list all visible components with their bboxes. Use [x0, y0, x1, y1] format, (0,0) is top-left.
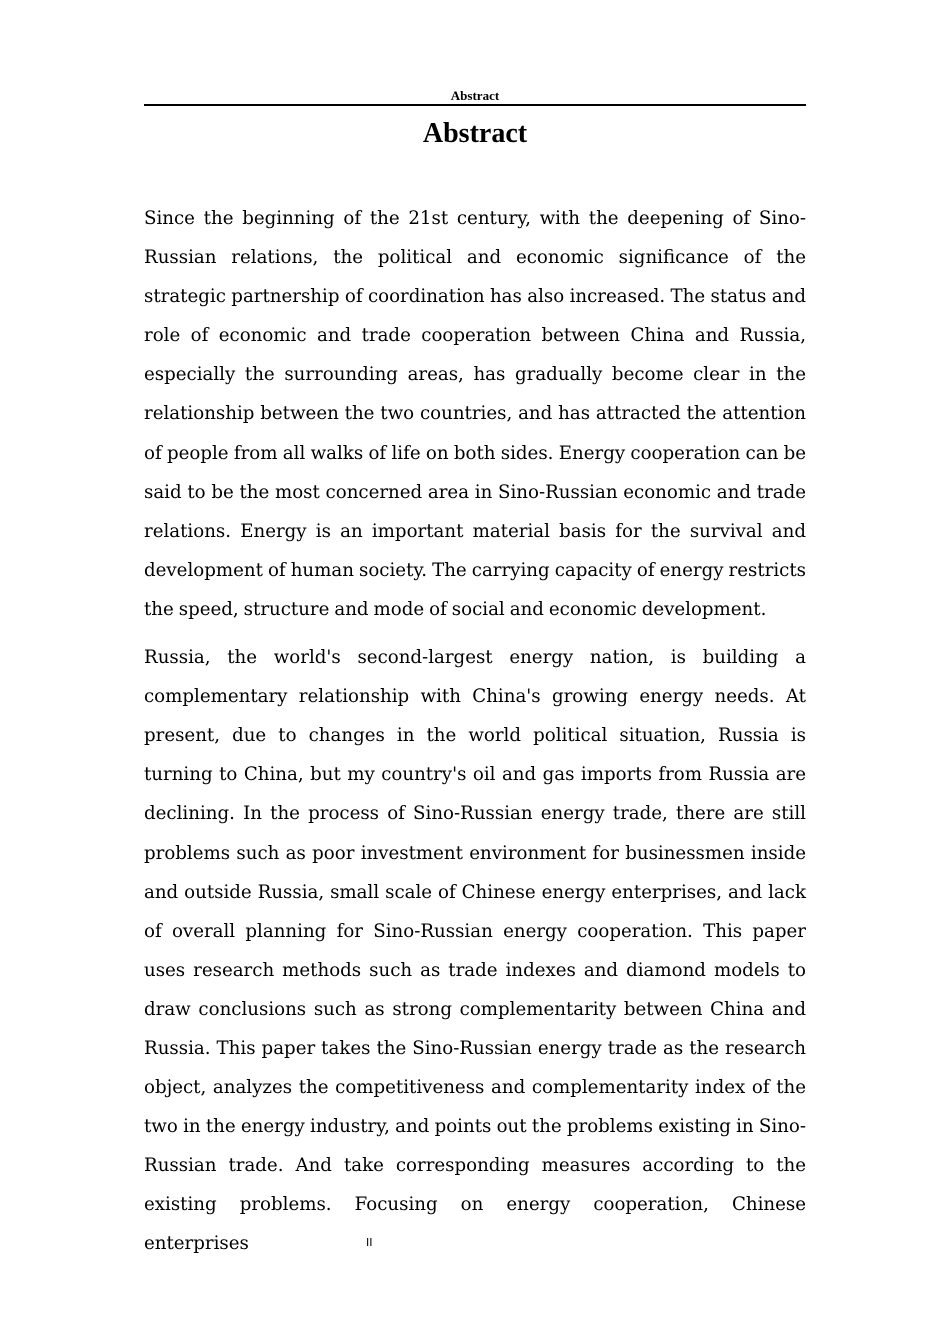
- header-rule: [144, 104, 806, 106]
- abstract-paragraph-1: Since the beginning of the 21st century, with the deepening of Sino-Russian relations, the political and economic significance of the strategic partnership of coordination has also increased. The status and role of economic and trade cooperation between China and Russia, especially the surrounding areas, has gradually become clear in the relationship between the two countries, and has attracted the attention of people from all walks of life on both sides. Energy cooperation can be said to be the most concerned area in Sino-Russian economic and trade relations. Energy is an important material basis for the survival and development of human society. The carrying capacity of energy restricts the speed, structure and mode of social and economic development.: [144, 208, 806, 620]
- page-number: II: [366, 1236, 373, 1249]
- running-header: Abstract: [450, 88, 500, 103]
- page-title: Abstract: [422, 118, 528, 149]
- abstract-paragraph-2: Russia, the world's second-largest energy nation, is building a complementary relationship with China's growing energy needs. At present, due to changes in the world political situation, Russia is turning to China, but my country's oil and gas imports from Russia are declining. In the process of Sino-Russian energy trade, there are still problems such as poor investment environment for businessmen inside and outside Russia, small scale of Chinese energy enterprises, and lack of overall planning for Sino-Russian energy cooperation. This paper uses research methods such as trade indexes and diamond models to draw conclusions such as strong complementarity between China and Russia. This paper takes the Sino-Russian energy trade as the research object, analyzes the competitiveness and complementarity index of the two in the energy industry, and points out the problems existing in Sino-Russian trade. And take corresponding measures according to the existing problems. Focusing on energy cooperation, Chinese enterprises: [144, 647, 806, 1255]
- abstract-body: [144, 199, 806, 1264]
